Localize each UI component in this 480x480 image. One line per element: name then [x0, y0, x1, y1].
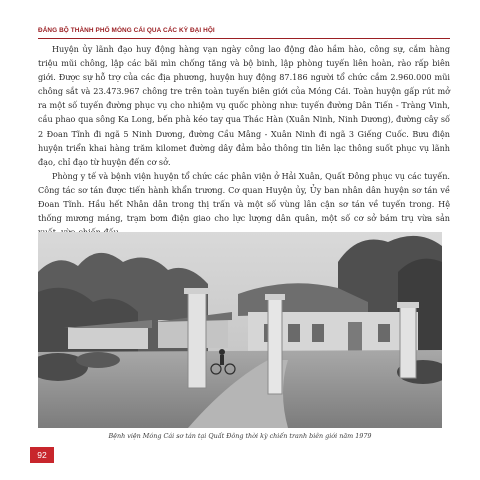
paragraph-1: Huyện ủy lãnh đạo huy động hàng vạn ngày công lao động đào hầm hào, công sự, cắm hàng triệu mũi chông, lập các bãi mìn chống tăng và bộ binh, lập phòng tuyến liên hoàn, rào rấp biên giới. Được sự hỗ trợ của các địa phương, huyện huy động 87.186 người tổ chức cắm 2.960.000 mũi chông sắt và 23.473.967 chông tre trên toàn tuyến biên giới của Móng Cái. Toàn huyện gấp rút mở ra một số tuyến đường phục vụ cho nhiệm vụ quốc phòng như: tuyến đường Dân Tiến - Tràng Vinh, cầu phao qua sông Ka Long, bến phà kéo tay qua Thác Hàn (Xuân Ninh, Ninh Dương), đường cây số 2 Đoan Tĩnh đi ngã 5 Ninh Dương, đường Cầu Mâng - Xuân Ninh đi ngã 3 Giếng Cuốc. Bưu điện huyện triển khai hàng trăm kilomet đường dây đảm bảo thông tin liên lạc thông suốt phục vụ lãnh đạo, chỉ đạo từ huyện đến cơ sở.	[38, 44, 450, 167]
photo-caption: Bệnh viện Móng Cái sơ tán tại Quất Đông thời kỳ chiến tranh biên giới năm 1979	[108, 432, 372, 440]
page-number: 92	[30, 447, 54, 463]
header-rule	[38, 38, 450, 39]
hospital-photo	[38, 232, 442, 428]
running-header: ĐẢNG BỘ THÀNH PHỐ MÓNG CÁI QUA CÁC KỲ ĐẠI HỘI	[38, 27, 215, 34]
body-text	[38, 42, 450, 239]
paragraph-2: Phòng y tế và bệnh viện huyện tổ chức các phân viện ở Hải Xuân, Quất Đông phục vụ các tuyến. Công tác sơ tán được tiến hành khẩn trương. Cơ quan Huyện ủy, Ủy ban nhân dân huyện sơ tán về Đoan Tĩnh. Hầu hết Nhân dân trong thị trấn và một số vùng lân cận sơ tán về tuyến trong. Hệ thống mương máng, trạm bơm điện giao cho lực lượng dân quân, một số cơ sở bám trụ vừa sản	[38, 170, 450, 224]
